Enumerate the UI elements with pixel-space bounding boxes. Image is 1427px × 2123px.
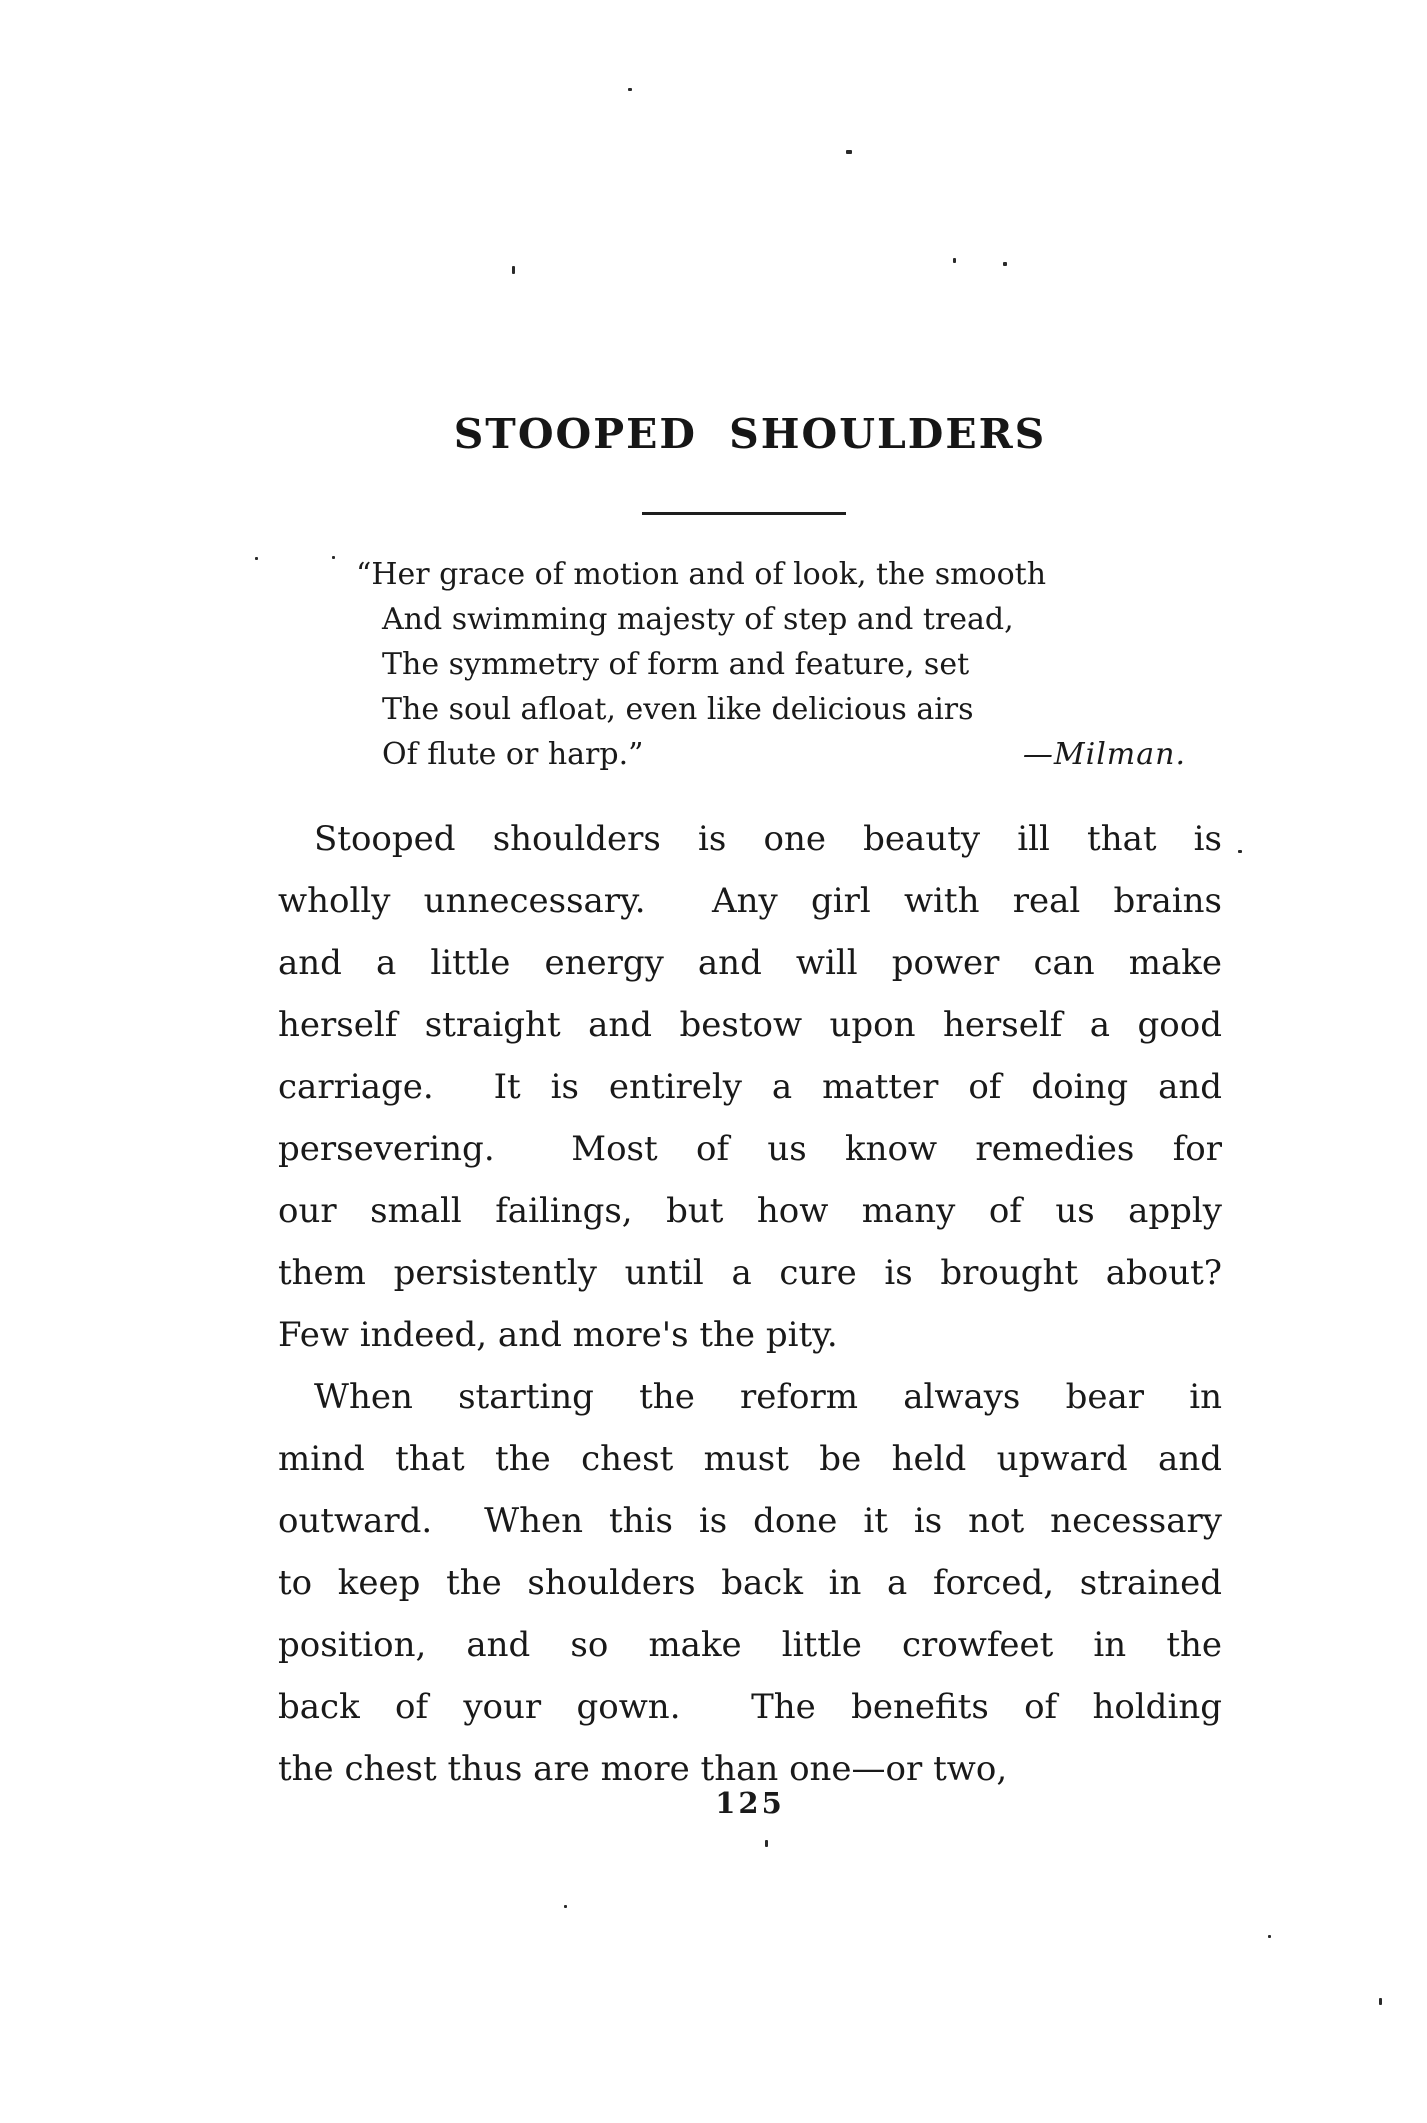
scan-speck bbox=[255, 557, 258, 560]
scan-speck bbox=[512, 266, 515, 274]
body-line: our small failings, but how many of us apply bbox=[278, 1191, 1222, 1231]
scan-speck bbox=[953, 258, 956, 263]
scan-speck bbox=[765, 1840, 768, 1847]
body-line: Few indeed, and more's the pity. bbox=[278, 1315, 838, 1355]
scan-speck bbox=[332, 556, 335, 559]
body-line: to keep the shoulders back in a forced, strained bbox=[278, 1563, 1222, 1603]
quote-attribution: —Milman. bbox=[1022, 737, 1186, 772]
scan-speck bbox=[846, 150, 852, 154]
quote-line: The soul afloat, even like delicious airs bbox=[382, 692, 974, 727]
page-number: 125 bbox=[715, 1786, 785, 1820]
scan-speck bbox=[1003, 262, 1007, 266]
body-line: wholly unnecessary. Any girl with real brains bbox=[278, 881, 1222, 921]
body-line: mind that the chest must be held upward and bbox=[278, 1439, 1222, 1479]
quote-line: “Her grace of motion and of look, the smooth bbox=[356, 557, 1047, 592]
scan-speck bbox=[1379, 1998, 1382, 2005]
quote-line: The symmetry of form and feature, set bbox=[382, 647, 970, 682]
scan-speck bbox=[1238, 850, 1242, 853]
scan-speck bbox=[628, 88, 632, 91]
body-line: the chest thus are more than one—or two, bbox=[278, 1749, 1008, 1789]
quote-line: Of flute or harp.” bbox=[382, 737, 644, 772]
body-line: herself straight and bestow upon herself a good bbox=[278, 1005, 1222, 1045]
scan-speck bbox=[1268, 1935, 1271, 1938]
title-divider-rule bbox=[642, 512, 846, 515]
quote-last-row bbox=[382, 732, 1192, 777]
body-line: them persistently until a cure is brought about? bbox=[278, 1253, 1222, 1293]
scan-speck bbox=[564, 1905, 567, 1908]
body-text bbox=[278, 808, 1222, 1800]
body-line: outward. When this is done it is not necessary bbox=[278, 1501, 1222, 1541]
epigraph-quote bbox=[356, 552, 1192, 777]
body-line: When starting the reform always bear in bbox=[314, 1377, 1222, 1417]
body-line: carriage. It is entirely a matter of doing and bbox=[278, 1067, 1222, 1107]
body-line: persevering. Most of us know remedies for bbox=[278, 1129, 1222, 1169]
page-title: STOOPED SHOULDERS bbox=[453, 410, 1047, 458]
quote-line: And swimming majesty of step and tread, bbox=[382, 602, 1014, 637]
body-line: position, and so make little crowfeet in the bbox=[278, 1625, 1222, 1665]
body-line: and a little energy and will power can make bbox=[278, 943, 1222, 983]
body-line: back of your gown. The benefits of holding bbox=[278, 1687, 1222, 1727]
body-line: Stooped shoulders is one beauty ill that is bbox=[314, 819, 1222, 859]
